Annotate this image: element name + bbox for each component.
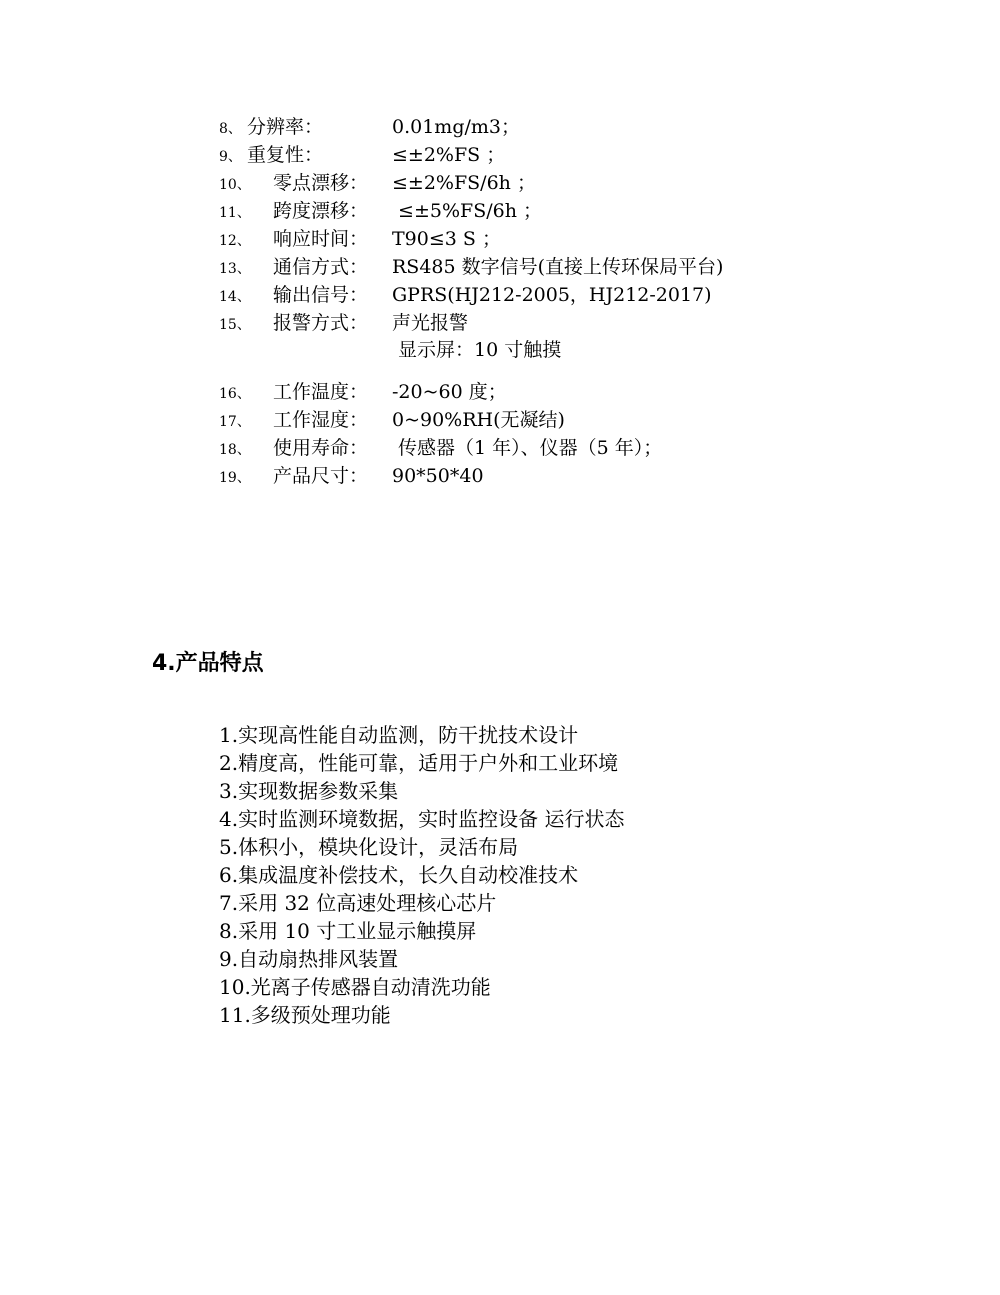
spec-row-8 xyxy=(219,113,520,141)
spec-value: 显示屏：10 寸触摸 xyxy=(398,339,562,361)
spec-label: 工作温度： xyxy=(273,381,369,403)
spec-label: 零点漂移： xyxy=(273,172,369,194)
spec-value: GPRS(HJ212-2005，HJ212-2017) xyxy=(392,284,712,306)
spec-label: 跨度漂移： xyxy=(273,200,369,222)
spec-value: ≤±5%FS/6h ； xyxy=(392,200,542,222)
spec-label: 响应时间： xyxy=(273,228,369,250)
spec-label: 输出信号： xyxy=(273,284,369,306)
feature-item: 2.精度高，性能可靠，适用于户外和工业环境 xyxy=(219,751,619,775)
spec-value: ≤±2%FS ； xyxy=(392,144,506,166)
spec-row-10 xyxy=(219,169,536,197)
spec-row-display xyxy=(219,336,561,364)
spec-label: 重复性： xyxy=(247,144,324,166)
spec-number: 18、 xyxy=(219,442,251,458)
spec-row-15 xyxy=(219,309,468,337)
feature-item: 9.自动扇热排风装置 xyxy=(219,947,399,971)
feature-item: 1.实现高性能自动监测，防干扰技术设计 xyxy=(219,723,579,747)
spec-number: 10、 xyxy=(219,177,251,193)
spec-number: 17、 xyxy=(219,414,251,430)
spec-number: 9、 xyxy=(219,149,242,165)
spec-label: 工作湿度： xyxy=(273,409,369,431)
spec-number: 8、 xyxy=(219,121,242,137)
spec-value: 0.01mg/m3； xyxy=(392,116,520,138)
spec-value: -20~60 度； xyxy=(392,381,507,403)
spec-number: 19、 xyxy=(219,470,251,486)
spec-row-14 xyxy=(219,281,712,309)
spec-value: RS485 数字信号(直接上传环保局平台) xyxy=(392,256,724,278)
spec-row-9 xyxy=(219,141,505,169)
spec-value: 声光报警 xyxy=(392,312,469,334)
spec-number: 15、 xyxy=(219,317,251,333)
spec-value: 90*50*40 xyxy=(392,465,484,487)
spec-row-13 xyxy=(219,253,723,281)
spec-label: 使用寿命： xyxy=(273,437,369,459)
spec-number: 13、 xyxy=(219,261,251,277)
spec-number: 11、 xyxy=(219,205,251,221)
spec-number: 16、 xyxy=(219,386,251,402)
spec-value: ≤±2%FS/6h ； xyxy=(392,172,536,194)
spec-row-18 xyxy=(219,434,662,462)
spec-number: 14、 xyxy=(219,289,251,305)
feature-item: 11.多级预处理功能 xyxy=(219,1003,391,1027)
spec-row-17 xyxy=(219,406,565,434)
spec-label: 分辨率： xyxy=(247,116,324,138)
spec-label: 通信方式： xyxy=(273,256,369,278)
feature-item: 3.实现数据参数采集 xyxy=(219,779,399,803)
feature-item: 8.采用 10 寸工业显示触摸屏 xyxy=(219,919,477,943)
spec-label: 产品尺寸： xyxy=(273,465,369,487)
spec-row-11 xyxy=(219,197,542,225)
feature-item: 6.集成温度补偿技术，长久自动校准技术 xyxy=(219,863,579,887)
feature-item: 7.采用 32 位高速处理核心芯片 xyxy=(219,891,497,915)
spec-value: 传感器（1 年）、仪器（5 年）； xyxy=(392,437,663,459)
feature-item: 4.实时监测环境数据，实时监控设备 运行状态 xyxy=(219,807,625,831)
section-heading: 4.产品特点 xyxy=(152,651,264,676)
spec-value: 0~90%RH(无凝结) xyxy=(392,409,565,431)
feature-item: 10.光离子传感器自动清洗功能 xyxy=(219,975,491,999)
spec-row-12 xyxy=(219,225,501,253)
spec-label: 报警方式： xyxy=(273,312,369,334)
spec-row-16 xyxy=(219,378,507,406)
spec-value: T90≤3 S ； xyxy=(392,228,501,250)
spec-row-19 xyxy=(219,462,484,490)
spec-number: 12、 xyxy=(219,233,251,249)
feature-item: 5.体积小，模块化设计，灵活布局 xyxy=(219,835,519,859)
